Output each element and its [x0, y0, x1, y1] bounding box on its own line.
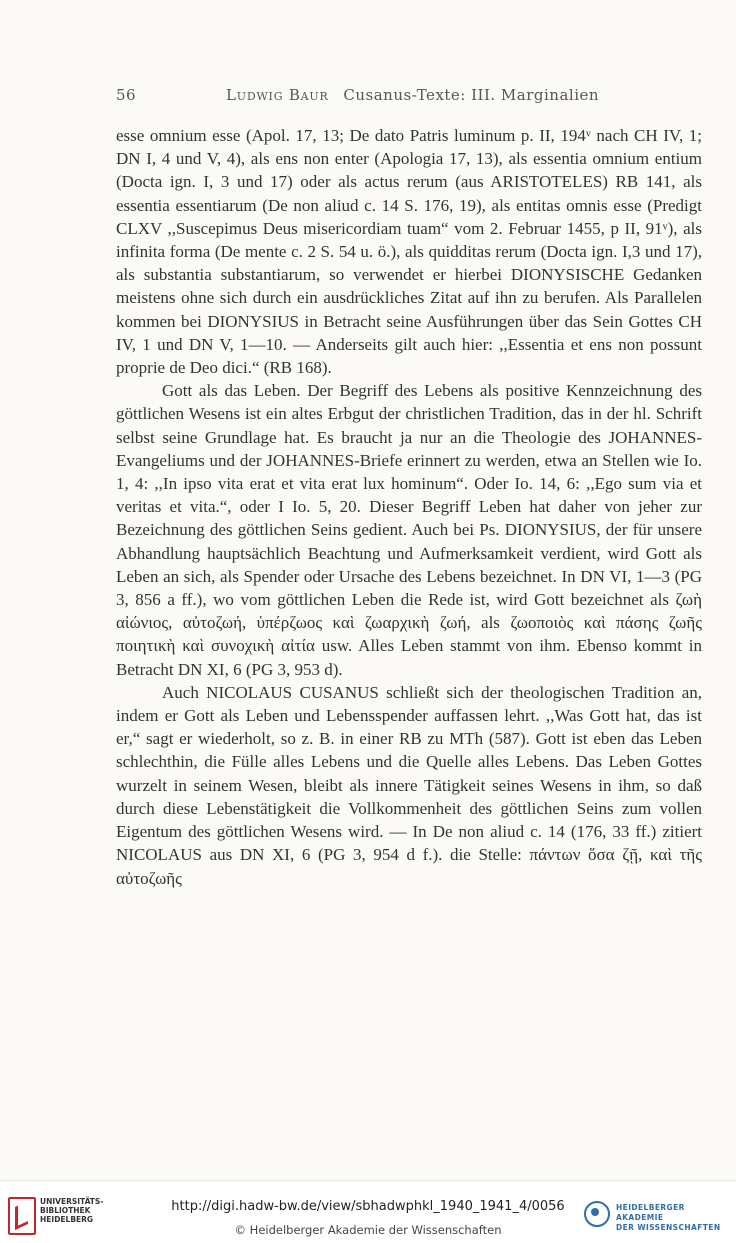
paragraph-1: esse omnium esse (Apol. 17, 13; De dato Patris luminum p. II, 194ᵛ nach CH IV, 1; DN I, 4 und V, 4), als ens non enter (Apologia 17, 13), als essentia omnium entium (Docta ign. I, 3 und 17) oder als actus rerum (aus ARISTOTELES) RB 141, als essentia essentiarum (De non aliud c. 14 S. 176, 19), als entitas omnis esse (Predigt CLXV ,,Suscepimus Deus misericordiam tuam“ vom 2. Februar 1455, p II, 91ᵛ), als infinita forma (De mente c. 2 S. 54 u. ö.), als quidditas rerum (Docta ign. I,3 und 17), als substantia substantiarum, so verwendet er hierbei DIONYSISCHE Gedanken meistens ohne sich durch ein ausdrückliches Zitat auf ihn zu berufen. Als Parallelen kommen bei DIONYSIUS in Betracht seine Ausführungen über das Sein Gottes CH IV, 1 und DN V, 1—10. — Anderseits gilt auch hier: ,,Essentia et ens non possunt proprie de Deo dici.“ (RB 168). — [116, 126, 702, 378]
library-logo-line-1: UNIVERSITÄTS- — [40, 1197, 104, 1206]
library-logo-line-3: HEIDELBERG — [40, 1215, 94, 1224]
paragraph-3: Auch NICOLAUS CUSANUS schließt sich der theologischen Tradition an, indem er Gott als Leben und Lebensspender auffassen lehrt. ,,Was Gott hat, das ist er,“ sagt er wiederholt, so z. B. in einer RB zu MTh (587). Gott ist eben das Leben schlechthin, die Fülle alles Lebens und die Quelle alles Lebens. Das Leben Gottes wurzelt in seinem Wesen, bleibt als innere Tätigkeit seines Wesens in ihm, so daß durch diese Lebenstätigkeit die Vollkommenheit des göttlichen Seins zum vollen Eigentum des göttlichen Wesens wird. — In De non aliud c. 14 (176, 33 ff.) zitiert NICOLAUS aus DN XI, 6 (PG 3, 954 d f.). die Stelle: πάντων ὅσα ζῇ, καὶ τῆς αὐτοζωῆς — [116, 682, 702, 888]
running-title — [226, 86, 599, 104]
academy-logo[interactable] — [584, 1199, 734, 1232]
footer-bar — [0, 1180, 736, 1243]
page-number: 56 — [116, 86, 137, 104]
header-title: Cusanus-Texte: III. Marginalien — [343, 86, 600, 104]
body-text — [116, 124, 702, 890]
source-url-link[interactable]: http://digi.hadw-bw.de/view/sbhadwphkl_1940_1941_4/0056 — [171, 1199, 565, 1214]
academy-logo-line-2: DER WISSENSCHAFTEN — [616, 1223, 721, 1232]
academy-logo-line-1: HEIDELBERGER AKADEMIE — [616, 1203, 685, 1222]
academy-logo-icon — [584, 1201, 610, 1227]
paragraph-2: Gott als das Leben. Der Begriff des Lebens als positive Kennzeichnung des göttlichen Wesens ist ein altes Erbgut der christlichen Tradition, das in der hl. Schrift selbst seine Grundlage hat. Es braucht ja nur an die Theologie des JOHANNES-Evangeliums und der JOHANNES-Briefe erinnert zu werden, etwa an Stellen wie Io. 1, 4: ,,In ipso vita erat et vita erat lux hominum“. Oder Io. 14, 6: ,,Ego sum via et veritas et vita.“, oder I Io. 5, 20. Dieser Begriff Leben hat daher von jeher zur Bezeichnung des göttlichen Seins gedient. Auch bei Ps. DIONYSIUS, der für unsere Abhandlung hauptsächlich Beachtung und Aufmerksamkeit verdient, wird Gott als Leben an sich, als Spender oder Ursache des Lebens bezeichnet. In DN VI, 1—3 (PG 3, 856 a ff.), wo vom göttlichen Leben die Rede ist, wird Gott bezeichnet als ζωὴ αἰώνιος, αὐτοζωή, ὑπέρζωος καὶ ζωαρχικὴ ζωή, als ζωοποιὸς καὶ πάσης ζωῆς ποιητικὴ καὶ συνοχικὴ αἰτία usw. Alles Leben stammt von ihm. Ebenso kommt in Betracht DN XI, 6 (PG 3, 953 d). — [116, 381, 702, 679]
header-author: Ludwig Baur — [226, 86, 329, 104]
copyright-text: © Heidelberger Akademie der Wissenschaften — [234, 1223, 502, 1237]
library-logo-line-2: BIBLIOTHEK — [40, 1206, 91, 1215]
